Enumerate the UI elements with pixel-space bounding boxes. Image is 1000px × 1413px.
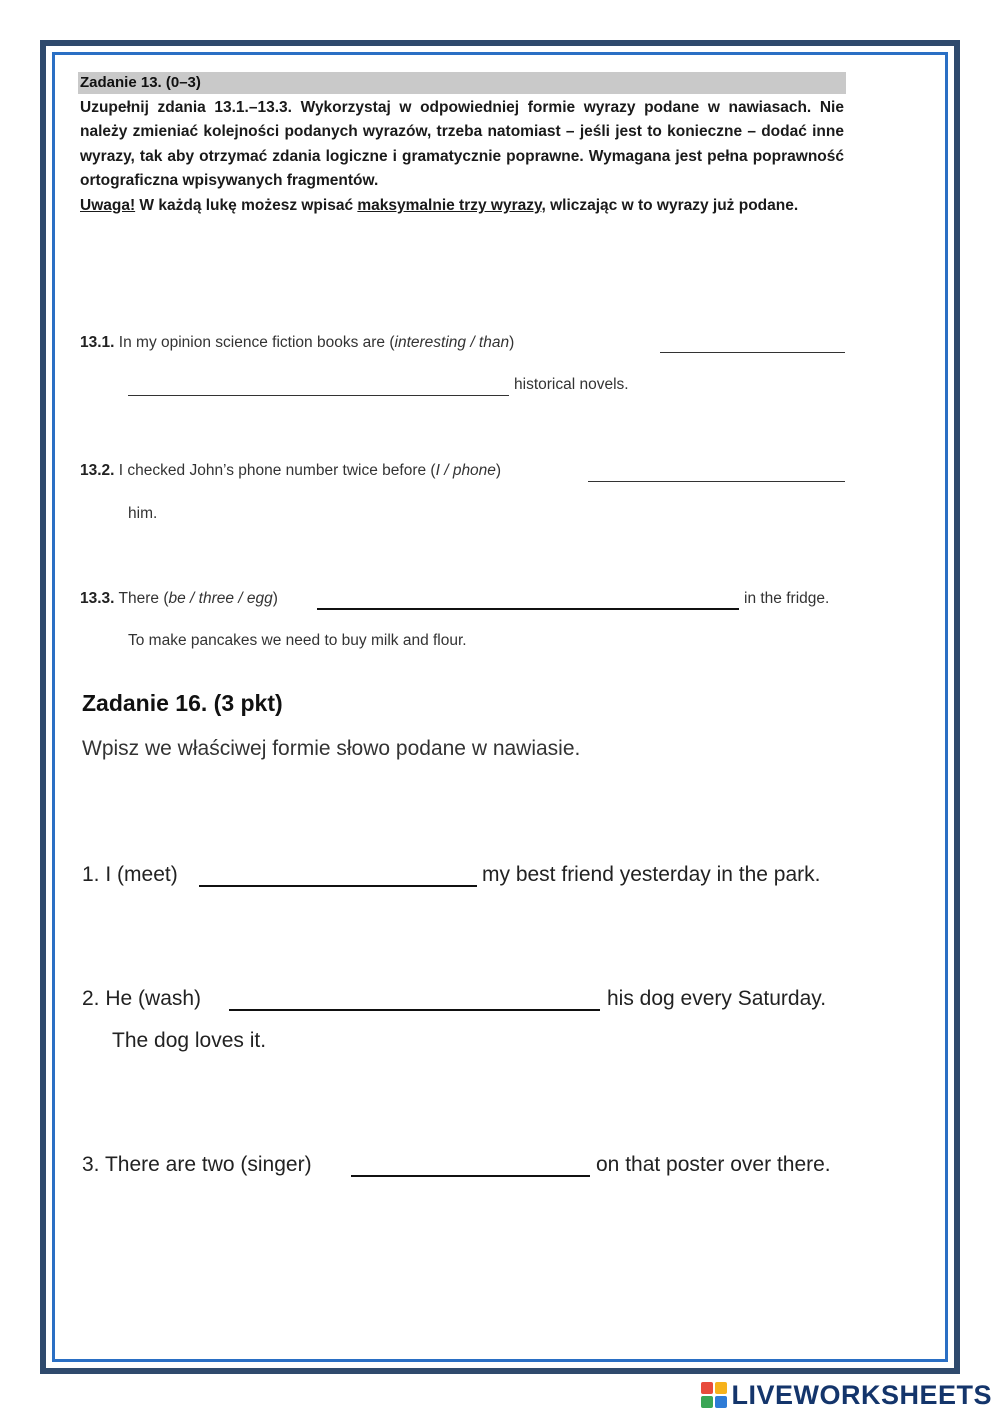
item-13-2-number: 13.2. (80, 462, 115, 479)
answer-blank-13-1-a[interactable] (660, 335, 845, 353)
item-13-2-words: I / phone (435, 462, 496, 479)
item-16-2-number: 2. (82, 987, 100, 1010)
item-13-2-pre: I checked John’s phone number twice before ( (118, 462, 436, 479)
item-16-1 (82, 862, 178, 888)
liveworksheets-logo (701, 1378, 992, 1412)
item-13-1-continuation: historical novels. (514, 376, 629, 393)
item-16-1-post: my best friend yesterday in the park. (482, 863, 821, 886)
item-13-2-continuation: him. (128, 505, 158, 522)
task13-instruction (80, 96, 844, 218)
item-13-3-number: 13.3. (80, 590, 115, 607)
item-13-3-pre: There ( (118, 590, 169, 607)
item-16-2-post: his dog every Saturday. (607, 987, 827, 1010)
item-16-3-number: 3. (82, 1153, 100, 1176)
item-16-2-pre: He (wash) (105, 987, 202, 1010)
answer-blank-13-3[interactable] (317, 592, 739, 610)
item-16-2 (82, 986, 201, 1012)
answer-blank-16-1[interactable] (199, 866, 477, 887)
task16-title: Zadanie 16. (3 pkt) (82, 690, 283, 716)
item-13-3-words: be / three / egg (168, 590, 273, 607)
logo-tile-3 (701, 1396, 713, 1408)
item-13-3 (80, 589, 278, 609)
warning-text-a: W każdą lukę możesz wpisać (135, 196, 358, 214)
warning-label: Uwaga! (80, 196, 136, 214)
logo-text: LIVEWORKSHEETS (731, 1379, 992, 1410)
task13-header: Zadanie 13. (0–3) (78, 72, 846, 94)
item-13-1-words: interesting / than (394, 334, 510, 351)
item-16-2-continuation: The dog loves it. (112, 1029, 267, 1052)
item-13-1-number: 13.1. (80, 334, 115, 351)
warning-emph: maksymalnie trzy wyrazy (357, 196, 542, 214)
item-16-1-number: 1. (82, 863, 100, 886)
logo-tile-2 (715, 1382, 727, 1394)
warning-text-b: , wliczając w to wyrazy już podane. (541, 196, 799, 214)
answer-blank-16-3[interactable] (351, 1156, 590, 1177)
task16-instruction: Wpisz we właściwej formie słowo podane w nawiasie. (82, 737, 581, 760)
item-13-3-after: in the fridge. (744, 590, 830, 607)
item-16-3-pre: There are two (singer) (104, 1153, 312, 1176)
item-16-3-post: on that poster over there. (596, 1153, 831, 1176)
item-13-2-post: ) (495, 462, 502, 479)
answer-blank-13-2[interactable] (588, 464, 845, 482)
item-16-3 (82, 1152, 312, 1178)
item-13-1 (80, 333, 514, 353)
item-13-3-post: ) (272, 590, 278, 607)
logo-mark-icon (701, 1382, 727, 1408)
item-13-1-post: ) (509, 334, 515, 351)
logo-tile-4 (715, 1396, 727, 1408)
item-13-1-pre: In my opinion science fiction books are ( (118, 334, 395, 351)
item-13-2 (80, 461, 501, 481)
item-13-3-continuation: To make pancakes we need to buy milk and flour. (128, 632, 467, 649)
item-16-1-pre: I (meet) (105, 863, 178, 886)
logo-tile-1 (701, 1382, 713, 1394)
answer-blank-16-2[interactable] (229, 990, 600, 1011)
answer-blank-13-1-b[interactable] (128, 378, 509, 396)
task13-instruction-text: Uzupełnij zdania 13.1.–13.3. Wykorzystaj w odpowiedniej formie wyrazy podane w nawiasach. Nie należy zmieniać kolejności podanych wyrazów, trzeba natomiast – jeśli jest to konieczne – dodać inne wyrazy, tak aby otrzymać zdania logiczne i gramatycznie poprawne. Wymagana jest pełna poprawność ortograficzna wpisywanych fragmentów. (80, 99, 844, 190)
